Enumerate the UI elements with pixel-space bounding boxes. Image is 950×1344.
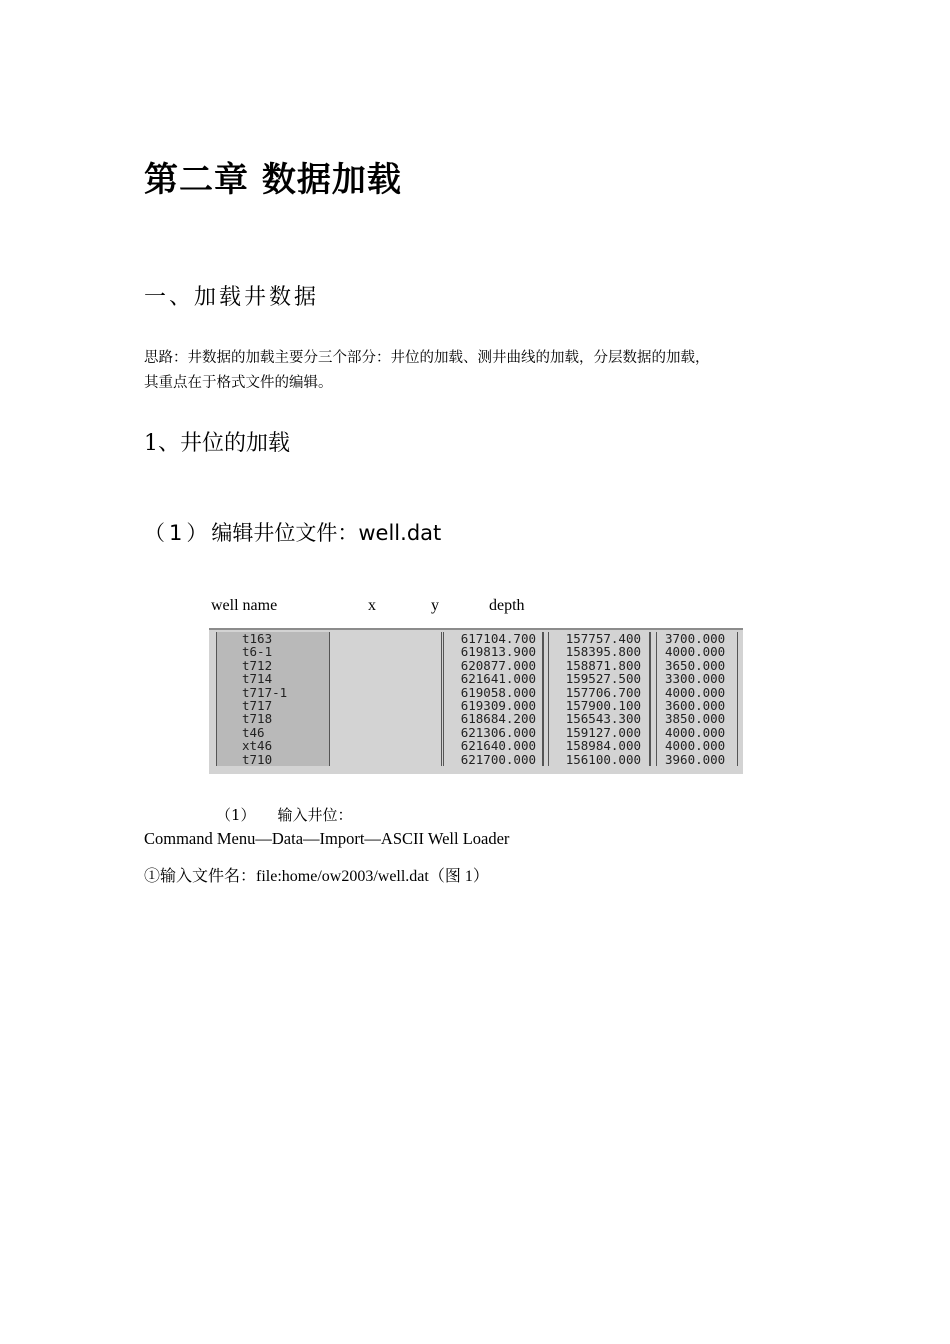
cell-x: 619309.000 [460,697,536,713]
cell-x: 620877.000 [460,657,536,673]
cell-name: t717-1 [242,684,288,700]
cell-x: 617104.700 [460,631,536,646]
cell-x: 619813.900 [460,644,536,660]
cell-y: 156543.300 [565,711,641,727]
cell-name: t163 [242,631,273,646]
column-well-name [216,632,330,766]
cell-name: t6-1 [242,644,273,660]
step-title [144,517,441,547]
sub-step-text: 输入井位： [277,806,353,824]
cell-name: t712 [242,657,273,673]
sub-step-number: （1） [216,806,256,824]
header-y: y [431,597,439,614]
cell-x: 621641.000 [460,671,536,687]
cell-depth: 3960.000 [665,751,726,767]
cell-depth: 4000.000 [665,724,726,740]
step-number: （1） [144,521,212,545]
cell-name: t46 [242,724,265,740]
intro-line-2: 其重点在于格式文件的编辑。 [144,375,333,391]
intro-line-1: 思路：井数据的加载主要分三个部分：井位的加载、测井曲线的加载，分层数据的加载， [144,350,710,366]
cell-depth: 3850.000 [665,711,726,727]
section-title: 一、加载井数据 [144,285,320,310]
column-blank [331,632,442,766]
cell-x: 621700.000 [460,751,536,767]
column-y [548,632,651,766]
subsection-title: 1、井位的加载 [144,431,290,456]
cell-name: t717 [242,697,273,713]
cell-y: 158395.800 [565,644,641,660]
cell-name: t718 [242,711,273,727]
cell-depth: 4000.000 [665,684,726,700]
cell-y: 157706.700 [565,684,641,700]
cell-x: 621306.000 [460,724,536,740]
cell-y: 157757.400 [565,631,641,646]
cell-depth: 3700.000 [665,631,726,646]
cell-y: 158984.000 [565,738,641,754]
cell-x: 618684.200 [460,711,536,727]
cell-y: 156100.000 [565,751,641,767]
cell-name: t710 [242,751,273,767]
file-name-line: ①输入文件名：file:home/ow2003/well.dat（图 1） [144,868,489,885]
cell-depth: 3650.000 [665,657,726,673]
cell-depth: 4000.000 [665,738,726,754]
cell-depth: 4000.000 [665,644,726,660]
well-data-table [209,628,743,774]
chapter-title: 第二章 数据加载 [144,160,402,200]
cell-y: 159527.500 [565,671,641,687]
cell-y: 159127.000 [565,724,641,740]
column-x [443,632,544,766]
column-depth [656,632,738,766]
cell-depth: 3300.000 [665,671,726,687]
header-x: x [368,597,376,614]
menu-path: Command Menu—Data—Import—ASCII Well Loader [144,829,510,848]
cell-depth: 3600.000 [665,697,726,713]
cell-x: 619058.000 [460,684,536,700]
cell-name: xt46 [242,738,273,754]
cell-x: 621640.000 [460,738,536,754]
cell-name: t714 [242,671,273,687]
header-depth: depth [489,597,525,614]
cell-y: 157900.100 [565,697,641,713]
sub-step [216,804,353,825]
header-well-name: well name [211,597,278,614]
cell-y: 158871.800 [565,657,641,673]
step-filename: well.dat [358,521,442,545]
step-text: 编辑井位文件： [211,521,359,545]
intro-paragraph [144,346,814,396]
